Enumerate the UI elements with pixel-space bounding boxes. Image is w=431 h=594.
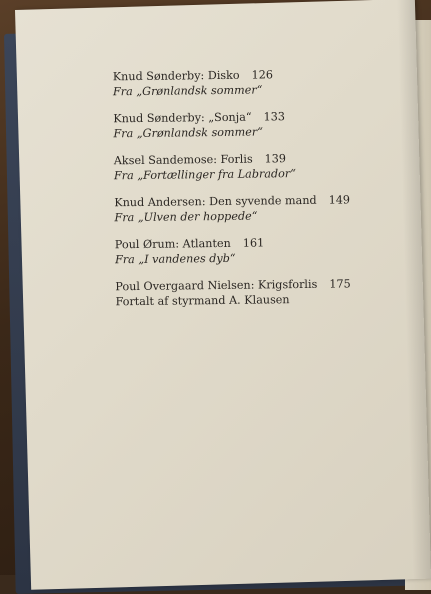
book-page [15,0,431,590]
toc-entry-page: 149 [328,193,351,207]
toc-entry-source: Fra „I vandenes dyb“ [114,251,236,267]
table-of-contents [113,66,416,322]
toc-entry-page: 175 [329,277,351,291]
toc-entry-note: Fortalt af styrmand A. Klausen [115,293,290,309]
toc-entry-title: Aksel Sandemose: Forlis [113,152,253,168]
toc-entry-source: Fra „Ulven der hoppede“ [114,209,258,225]
toc-entry-page: 133 [263,110,286,124]
toc-entry-page: 139 [264,152,287,166]
toc-entry [114,192,414,226]
toc-entry-page: 161 [242,236,265,250]
toc-entry [113,108,413,142]
toc-entry-source: Fra „Fortællinger fra Labrador“ [113,167,297,183]
toc-entry-title: Knud Andersen: Den syvende mand [114,193,317,210]
toc-entry [115,276,415,310]
toc-entry-page: 126 [251,68,274,82]
toc-entry-title: Knud Sønderby: Disko [112,68,240,84]
toc-entry-title: Poul Ørum: Atlanten [114,236,231,252]
toc-entry-title: Knud Sønderby: „Sonja“ [113,110,252,126]
toc-entry-title: Poul Overgaard Nielsen: Krigsforlis [115,277,318,294]
toc-entry-source: Fra „Grønlandsk sommer“ [113,125,263,141]
toc-entry-source: Fra „Grønlandsk sommer“ [112,83,263,99]
toc-entry [114,150,414,184]
toc-entry [113,66,413,100]
toc-entry [115,234,415,268]
